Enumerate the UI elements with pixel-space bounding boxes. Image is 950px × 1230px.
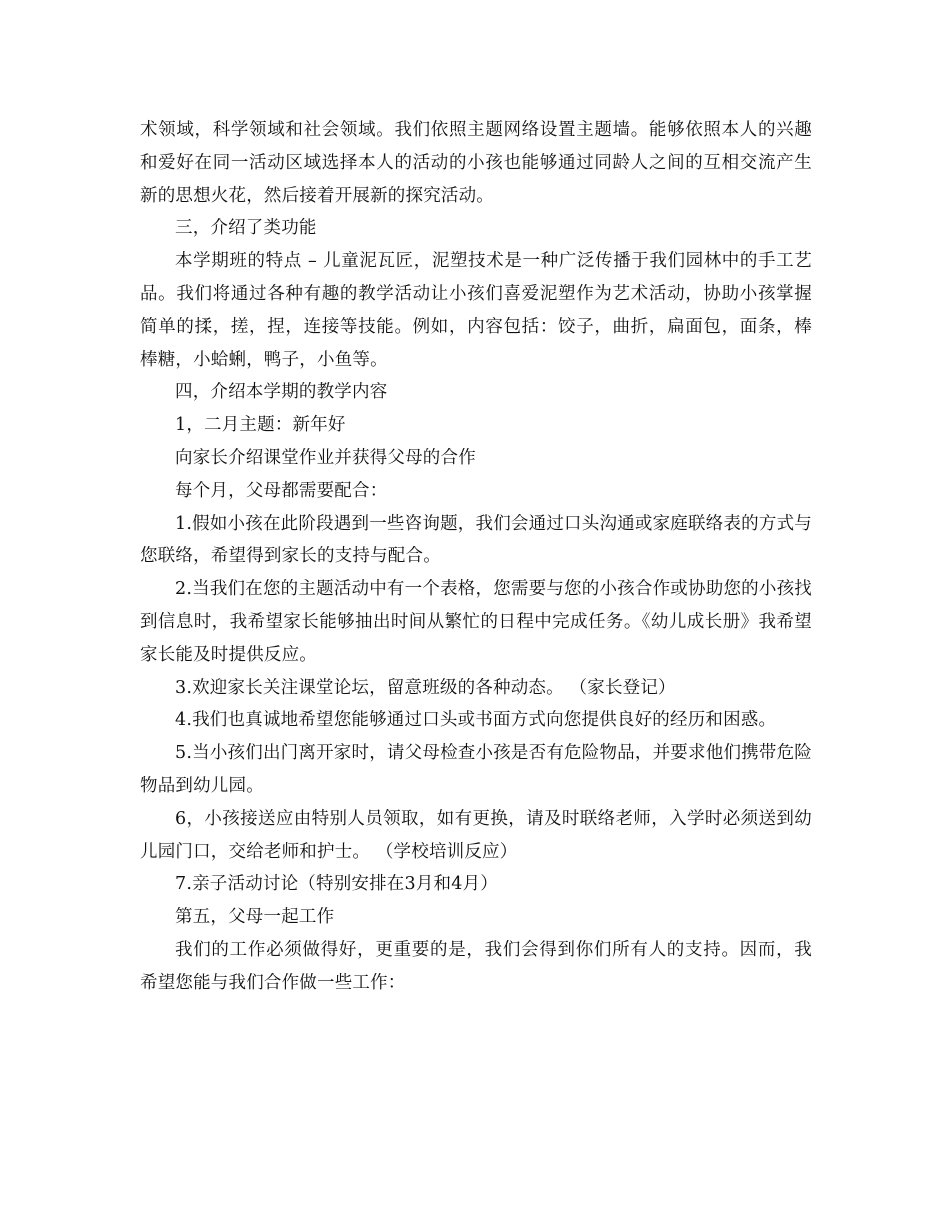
paragraph-class-features: 本学期班的特点 – 儿童泥瓦匠，泥塑技术是一种广泛传播于我们园林中的手工艺品。我们将通过各种有趣的教学活动让小孩们喜爱泥塑作为艺术活动，协助小孩掌握简单的揉，搓，捏，连接等技能。例如，内容包括：饺子，曲折，扁面包，面条，棒棒糖，小蛤蜊，鸭子，小鱼等。: [140, 251, 812, 370]
section-heading-class-features: 三，介绍了类功能: [175, 218, 317, 239]
list-item-1: 1.假如小孩在此阶段遇到一些咨询题，我们会通过口头沟通或家庭联络表的方式与您联络，希望得到家长的支持与配合。: [140, 513, 812, 567]
section-heading-teaching-content: 四，介绍本学期的教学内容: [175, 382, 388, 403]
paragraph-continuation: 术领域，科学领域和社会领域。我们依照主题网络设置主题墙。能够依照本人的兴趣和爱好在同一活动区域选择本人的活动的小孩也能够通过同龄人之间的互相交流产生新的思想火花，然后接着开展新的探究活动。: [140, 120, 812, 206]
list-item-7: 7.亲子活动讨论（特别安排在3月和4月）: [175, 874, 498, 895]
list-item-3: 3.欢迎家长关注课堂论坛，留意班级的各种动态。 （家长登记）: [175, 677, 676, 698]
section-heading-parents-work: 第五，父母一起工作: [175, 907, 335, 928]
paragraph-monthly-cooperation: 每个月，父母都需要配合：: [175, 480, 388, 501]
list-item-6: 6，小孩接送应由特别人员领取，如有更换，请及时联络老师，入学时必须送到幼儿园门口，交给老师和护士。 （学校培训反应）: [140, 808, 812, 862]
paragraph-february-theme: 1，二月主题：新年好: [175, 415, 346, 436]
list-item-5: 5.当小孩们出门离开家时，请父母检查小孩是否有危险物品，并要求他们携带危险物品到幼儿园。: [140, 743, 812, 796]
list-item-2: 2.当我们在您的主题活动中有一个表格，您需要与您的小孩合作或协助您的小孩找到信息时，我希望家长能够抽出时间从繁忙的日程中完成任务。《幼儿成长册》我希望家长能及时提供反应。: [140, 579, 812, 665]
paragraph-closing: 我们的工作必须做得好，更重要的是，我们会得到你们所有人的支持。因而，我希望您能与我们合作做一些工作：: [140, 939, 812, 993]
list-item-4: 4.我们也真诚地希望您能够通过口头或书面方式向您提供良好的经历和困惑。: [175, 710, 777, 731]
document-page: [140, 114, 812, 1000]
paragraph-parent-cooperation: 向家长介绍课堂作业并获得父母的合作: [175, 447, 476, 468]
